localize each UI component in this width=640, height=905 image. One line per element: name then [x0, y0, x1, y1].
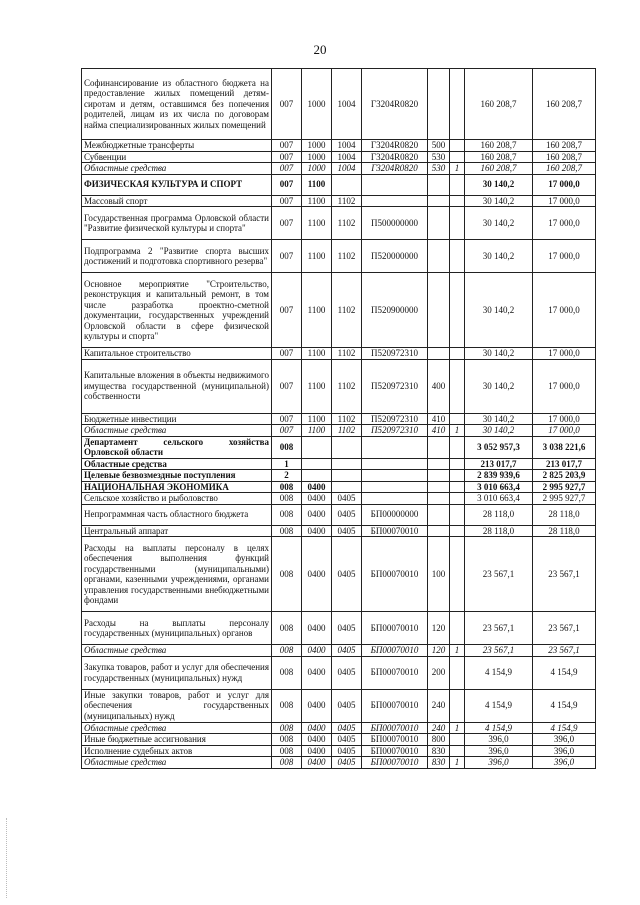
item-name: Областные средства [82, 757, 272, 769]
section-code: 0400 [302, 504, 332, 525]
subsection-code: 1004 [332, 140, 362, 152]
amount-year-1: 23 567,1 [465, 612, 533, 645]
target-article-code: Г3204R0820 [362, 140, 428, 152]
amount-year-2: 4 154,9 [533, 689, 596, 722]
target-article-code: П500000000 [362, 207, 428, 240]
admin-code: 007 [272, 140, 302, 152]
expense-type-code [428, 273, 450, 348]
subsection-code: 0405 [332, 645, 362, 657]
expense-type-code [428, 436, 450, 458]
item-name: Массовый спорт [82, 195, 272, 207]
item-name: Иные бюджетные ассигнования [82, 734, 272, 746]
target-article-code: Г3204R0820 [362, 163, 428, 175]
item-name: Иные закупки товаров, работ и услуг для обеспечения государственных (муниципальных) нужд [82, 689, 272, 722]
item-name: ФИЗИЧЕСКАЯ КУЛЬТУРА И СПОРТ [82, 174, 272, 195]
scan-margin-marks [6, 818, 8, 898]
amount-year-1: 30 140,2 [465, 207, 533, 240]
target-article-code [362, 174, 428, 195]
admin-code: 007 [272, 69, 302, 140]
funding-marker [450, 240, 465, 273]
amount-year-1: 23 567,1 [465, 537, 533, 612]
target-article-code: Г3204R0820 [362, 151, 428, 163]
admin-code: 008 [272, 722, 302, 734]
target-article-code: Г3204R0820 [362, 69, 428, 140]
table-row [82, 69, 596, 140]
expense-type-code [428, 69, 450, 140]
amount-year-1: 160 208,7 [465, 163, 533, 175]
section-code: 0400 [302, 525, 332, 537]
admin-code: 007 [272, 425, 302, 437]
funding-marker: 1 [450, 722, 465, 734]
amount-year-1: 396,0 [465, 757, 533, 769]
amount-year-1: 396,0 [465, 745, 533, 757]
target-article-code: П520972310 [362, 348, 428, 360]
target-article-code: БП00070010 [362, 734, 428, 746]
table-row [82, 163, 596, 175]
expense-type-code [428, 493, 450, 505]
expense-type-code [428, 207, 450, 240]
target-article-code: П520972310 [362, 359, 428, 413]
subsection-code: 0405 [332, 612, 362, 645]
expense-type-code: 240 [428, 689, 450, 722]
admin-code: 008 [272, 645, 302, 657]
amount-year-2: 4 154,9 [533, 722, 596, 734]
amount-year-2: 396,0 [533, 745, 596, 757]
subsection-code [332, 470, 362, 482]
table-row [82, 525, 596, 537]
table-row [82, 493, 596, 505]
funding-marker [450, 612, 465, 645]
item-name: Основное мероприятие "Строительство, реконструкция и капитальный ремонт, в том числе разработка проектно-сметной документации, государственных учреждений Орловской области в сфере физической культуры и спорта" [82, 273, 272, 348]
table-row [82, 612, 596, 645]
subsection-code: 1102 [332, 195, 362, 207]
item-name: Бюджетные инвестиции [82, 413, 272, 425]
amount-year-2: 23 567,1 [533, 537, 596, 612]
subsection-code: 0405 [332, 537, 362, 612]
item-name: Целевые безвозмездные поступления [82, 470, 272, 482]
section-code: 1100 [302, 195, 332, 207]
target-article-code: БП00070010 [362, 537, 428, 612]
table-row [82, 359, 596, 413]
expense-type-code: 830 [428, 757, 450, 769]
funding-marker [450, 481, 465, 493]
subsection-code: 1102 [332, 425, 362, 437]
target-article-code: БП00000000 [362, 504, 428, 525]
item-name: Подпрограмма 2 "Развитие спорта высших достижений и подготовка спортивного резерва" [82, 240, 272, 273]
amount-year-2: 17 000,0 [533, 207, 596, 240]
amount-year-1: 30 140,2 [465, 273, 533, 348]
admin-code: 007 [272, 240, 302, 273]
item-name: Областные средства [82, 425, 272, 437]
expense-type-code [428, 458, 450, 470]
amount-year-2: 160 208,7 [533, 151, 596, 163]
budget-table-body [82, 69, 596, 769]
amount-year-2: 213 017,7 [533, 458, 596, 470]
admin-code: 008 [272, 436, 302, 458]
amount-year-1: 30 140,2 [465, 359, 533, 413]
amount-year-2: 396,0 [533, 757, 596, 769]
expense-type-code: 410 [428, 413, 450, 425]
item-name: Исполнение судебных актов [82, 745, 272, 757]
amount-year-2: 23 567,1 [533, 645, 596, 657]
target-article-code: БП00070010 [362, 645, 428, 657]
amount-year-2: 28 118,0 [533, 525, 596, 537]
funding-marker: 1 [450, 645, 465, 657]
funding-marker: 1 [450, 425, 465, 437]
funding-marker [450, 348, 465, 360]
section-code: 0400 [302, 656, 332, 689]
amount-year-1: 23 567,1 [465, 645, 533, 657]
section-code: 1100 [302, 174, 332, 195]
section-code: 0400 [302, 645, 332, 657]
funding-marker [450, 140, 465, 152]
target-article-code: БП00070010 [362, 656, 428, 689]
amount-year-1: 30 140,2 [465, 240, 533, 273]
item-name: Субвенции [82, 151, 272, 163]
target-article-code: П520972310 [362, 425, 428, 437]
subsection-code [332, 174, 362, 195]
admin-code: 007 [272, 413, 302, 425]
section-code: 0400 [302, 612, 332, 645]
amount-year-2: 160 208,7 [533, 140, 596, 152]
section-code: 0400 [302, 537, 332, 612]
amount-year-1: 30 140,2 [465, 174, 533, 195]
table-row [82, 645, 596, 657]
amount-year-2: 2 825 203,9 [533, 470, 596, 482]
table-row [82, 458, 596, 470]
table-row [82, 273, 596, 348]
table-row [82, 734, 596, 746]
admin-code: 008 [272, 525, 302, 537]
admin-code: 007 [272, 174, 302, 195]
subsection-code: 0405 [332, 525, 362, 537]
subsection-code: 1102 [332, 413, 362, 425]
expense-type-code [428, 504, 450, 525]
funding-marker [450, 359, 465, 413]
expense-type-code: 410 [428, 425, 450, 437]
expense-type-code: 800 [428, 734, 450, 746]
amount-year-2: 160 208,7 [533, 69, 596, 140]
expense-type-code [428, 240, 450, 273]
amount-year-2: 17 000,0 [533, 413, 596, 425]
amount-year-1: 3 052 957,3 [465, 436, 533, 458]
funding-marker [450, 525, 465, 537]
funding-marker [450, 745, 465, 757]
item-name: Сельское хозяйство и рыболовство [82, 493, 272, 505]
item-name: Областные средства [82, 645, 272, 657]
funding-marker [450, 734, 465, 746]
subsection-code: 0405 [332, 504, 362, 525]
admin-code: 008 [272, 537, 302, 612]
amount-year-1: 2 839 939,6 [465, 470, 533, 482]
subsection-code: 0405 [332, 689, 362, 722]
subsection-code: 0405 [332, 745, 362, 757]
admin-code: 007 [272, 273, 302, 348]
expense-type-code: 200 [428, 656, 450, 689]
funding-marker [450, 151, 465, 163]
page-number: 20 [313, 42, 327, 57]
table-row [82, 151, 596, 163]
subsection-code: 0405 [332, 734, 362, 746]
item-name: Центральный аппарат [82, 525, 272, 537]
table-row [82, 240, 596, 273]
amount-year-1: 213 017,7 [465, 458, 533, 470]
admin-code: 008 [272, 481, 302, 493]
subsection-code: 1102 [332, 273, 362, 348]
amount-year-2: 17 000,0 [533, 348, 596, 360]
amount-year-2: 17 000,0 [533, 174, 596, 195]
funding-marker [450, 195, 465, 207]
amount-year-1: 3 010 663,4 [465, 493, 533, 505]
table-row [82, 174, 596, 195]
table-row [82, 481, 596, 493]
funding-marker [450, 504, 465, 525]
target-article-code [362, 458, 428, 470]
table-row [82, 504, 596, 525]
admin-code: 008 [272, 734, 302, 746]
item-name: Непрограммная часть областного бюджета [82, 504, 272, 525]
amount-year-1: 4 154,9 [465, 689, 533, 722]
amount-year-2: 160 208,7 [533, 163, 596, 175]
funding-marker [450, 69, 465, 140]
amount-year-1: 4 154,9 [465, 656, 533, 689]
amount-year-2: 2 995 927,7 [533, 493, 596, 505]
section-code: 0400 [302, 734, 332, 746]
section-code: 1100 [302, 348, 332, 360]
section-code: 1100 [302, 413, 332, 425]
expense-type-code [428, 525, 450, 537]
funding-marker [450, 413, 465, 425]
admin-code: 007 [272, 195, 302, 207]
table-row [82, 413, 596, 425]
expense-type-code: 100 [428, 537, 450, 612]
table-row [82, 436, 596, 458]
amount-year-1: 396,0 [465, 734, 533, 746]
target-article-code [362, 493, 428, 505]
amount-year-2: 17 000,0 [533, 425, 596, 437]
amount-year-1: 160 208,7 [465, 151, 533, 163]
amount-year-2: 17 000,0 [533, 195, 596, 207]
budget-table [81, 68, 596, 769]
funding-marker [450, 207, 465, 240]
table-row [82, 470, 596, 482]
section-code: 1100 [302, 425, 332, 437]
target-article-code: БП00070010 [362, 757, 428, 769]
amount-year-1: 4 154,9 [465, 722, 533, 734]
admin-code: 008 [272, 757, 302, 769]
item-name: Областные средства [82, 458, 272, 470]
table-row [82, 689, 596, 722]
amount-year-2: 17 000,0 [533, 240, 596, 273]
item-name: Областные средства [82, 722, 272, 734]
funding-marker [450, 174, 465, 195]
admin-code: 008 [272, 493, 302, 505]
section-code [302, 470, 332, 482]
admin-code: 007 [272, 207, 302, 240]
subsection-code: 1004 [332, 163, 362, 175]
funding-marker: 1 [450, 163, 465, 175]
section-code: 1100 [302, 240, 332, 273]
admin-code: 007 [272, 348, 302, 360]
amount-year-2: 3 038 221,6 [533, 436, 596, 458]
funding-marker [450, 436, 465, 458]
item-name: Расходы на выплаты персоналу государственных (муниципальных) органов [82, 612, 272, 645]
amount-year-1: 30 140,2 [465, 195, 533, 207]
target-article-code: БП00070010 [362, 525, 428, 537]
admin-code: 008 [272, 612, 302, 645]
amount-year-1: 28 118,0 [465, 504, 533, 525]
expense-type-code [428, 195, 450, 207]
target-article-code: П520900000 [362, 273, 428, 348]
target-article-code: БП00070010 [362, 689, 428, 722]
target-article-code: П520000000 [362, 240, 428, 273]
target-article-code [362, 470, 428, 482]
item-name: Расходы на выплаты персоналу в целях обеспечения выполнения функций государственными (муниципальными) органами, казенными учреждениями, органами управления государственными внебюджетными фондами [82, 537, 272, 612]
amount-year-1: 160 208,7 [465, 140, 533, 152]
target-article-code: БП00070010 [362, 745, 428, 757]
item-name: Межбюджетные трансферты [82, 140, 272, 152]
expense-type-code: 500 [428, 140, 450, 152]
subsection-code: 1102 [332, 359, 362, 413]
section-code: 0400 [302, 493, 332, 505]
funding-marker: 1 [450, 757, 465, 769]
target-article-code [362, 436, 428, 458]
item-name: Департамент сельского хозяйства Орловской области [82, 436, 272, 458]
expense-type-code: 830 [428, 745, 450, 757]
admin-code: 1 [272, 458, 302, 470]
section-code: 1100 [302, 273, 332, 348]
admin-code: 007 [272, 151, 302, 163]
table-row [82, 348, 596, 360]
expense-type-code: 530 [428, 163, 450, 175]
amount-year-1: 30 140,2 [465, 413, 533, 425]
item-name: Капитальные вложения в объекты недвижимого имущества государственной (муниципальной) собственности [82, 359, 272, 413]
subsection-code: 0405 [332, 722, 362, 734]
target-article-code: БП00070010 [362, 722, 428, 734]
admin-code: 2 [272, 470, 302, 482]
table-row [82, 195, 596, 207]
item-name: Государственная программа Орловской области "Развитие физической культуры и спорта" [82, 207, 272, 240]
expense-type-code [428, 348, 450, 360]
target-article-code: БП00070010 [362, 612, 428, 645]
amount-year-1: 30 140,2 [465, 425, 533, 437]
section-code: 1000 [302, 140, 332, 152]
funding-marker [450, 273, 465, 348]
section-code: 1000 [302, 163, 332, 175]
admin-code: 007 [272, 359, 302, 413]
funding-marker [450, 689, 465, 722]
funding-marker [450, 493, 465, 505]
subsection-code: 1004 [332, 151, 362, 163]
funding-marker [450, 458, 465, 470]
amount-year-2: 23 567,1 [533, 612, 596, 645]
subsection-code [332, 436, 362, 458]
admin-code: 008 [272, 745, 302, 757]
section-code: 0400 [302, 722, 332, 734]
amount-year-2: 396,0 [533, 734, 596, 746]
amount-year-2: 28 118,0 [533, 504, 596, 525]
target-article-code [362, 195, 428, 207]
table-row [82, 207, 596, 240]
table-row [82, 757, 596, 769]
funding-marker [450, 656, 465, 689]
amount-year-1: 30 140,2 [465, 348, 533, 360]
subsection-code: 1102 [332, 207, 362, 240]
expense-type-code: 120 [428, 645, 450, 657]
table-row [82, 722, 596, 734]
target-article-code [362, 481, 428, 493]
subsection-code [332, 481, 362, 493]
table-row [82, 745, 596, 757]
amount-year-2: 17 000,0 [533, 273, 596, 348]
expense-type-code [428, 481, 450, 493]
subsection-code: 1004 [332, 69, 362, 140]
table-row [82, 425, 596, 437]
amount-year-1: 160 208,7 [465, 69, 533, 140]
subsection-code [332, 458, 362, 470]
subsection-code: 0405 [332, 757, 362, 769]
expense-type-code: 120 [428, 612, 450, 645]
expense-type-code: 400 [428, 359, 450, 413]
section-code [302, 458, 332, 470]
table-row [82, 140, 596, 152]
section-code [302, 436, 332, 458]
section-code: 1100 [302, 359, 332, 413]
target-article-code: П520972310 [362, 413, 428, 425]
section-code: 1100 [302, 207, 332, 240]
subsection-code: 1102 [332, 240, 362, 273]
expense-type-code: 530 [428, 151, 450, 163]
expense-type-code [428, 470, 450, 482]
amount-year-2: 17 000,0 [533, 359, 596, 413]
section-code: 1000 [302, 69, 332, 140]
funding-marker [450, 470, 465, 482]
amount-year-1: 3 010 663,4 [465, 481, 533, 493]
section-code: 0400 [302, 745, 332, 757]
subsection-code: 0405 [332, 493, 362, 505]
admin-code: 008 [272, 689, 302, 722]
amount-year-1: 28 118,0 [465, 525, 533, 537]
table-row [82, 656, 596, 689]
item-name: НАЦИОНАЛЬНАЯ ЭКОНОМИКА [82, 481, 272, 493]
item-name: Капитальное строительство [82, 348, 272, 360]
admin-code: 007 [272, 163, 302, 175]
item-name: Областные средства [82, 163, 272, 175]
section-code: 1000 [302, 151, 332, 163]
item-name: Софинансирование из областного бюджета на предоставление жилых помещений детям-сиротам и детям, оставшимся без попечения родителей, лицам из их числа по договорам найма специализированных жилых помещений [82, 69, 272, 140]
amount-year-2: 4 154,9 [533, 656, 596, 689]
expense-type-code: 240 [428, 722, 450, 734]
admin-code: 008 [272, 504, 302, 525]
item-name: Закупка товаров, работ и услуг для обеспечения государственных (муниципальных) нужд [82, 656, 272, 689]
amount-year-2: 2 995 927,7 [533, 481, 596, 493]
admin-code: 008 [272, 656, 302, 689]
section-code: 0400 [302, 689, 332, 722]
expense-type-code [428, 174, 450, 195]
section-code: 0400 [302, 757, 332, 769]
subsection-code: 0405 [332, 656, 362, 689]
subsection-code: 1102 [332, 348, 362, 360]
table-row [82, 537, 596, 612]
section-code: 0400 [302, 481, 332, 493]
funding-marker [450, 537, 465, 612]
